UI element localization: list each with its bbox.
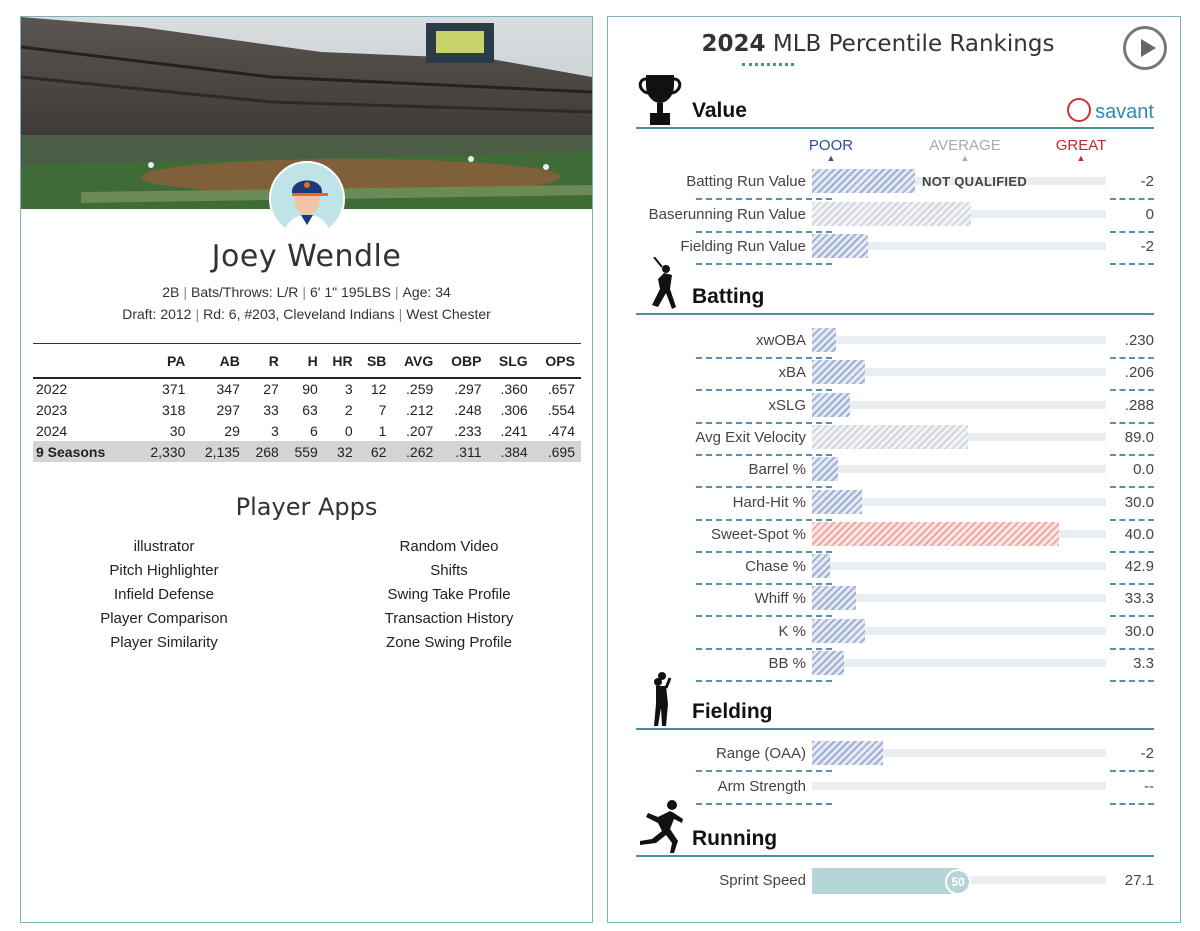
percentile-track <box>812 782 1106 790</box>
metric-label: Avg Exit Velocity <box>695 428 806 446</box>
percentile-row[interactable] <box>636 773 1154 805</box>
metric-value: 42.9 <box>1124 558 1154 576</box>
metric-label: Barrel % <box>748 461 806 479</box>
percentile-row[interactable] <box>636 424 1154 456</box>
stats-cell: 347 <box>216 381 240 397</box>
scale-average-label: AVERAGE <box>929 137 1001 154</box>
stats-cell: .657 <box>547 381 575 397</box>
stats-cell: 29 <box>224 422 240 439</box>
section-fielding-label: Fielding <box>692 700 773 723</box>
fielder-icon <box>636 672 684 728</box>
player-name: Joey Wendle <box>211 239 402 274</box>
percentile-bar <box>812 586 856 610</box>
player-bio-line <box>21 284 592 300</box>
metric-value: -- <box>1144 777 1154 795</box>
player-card <box>20 16 593 923</box>
separator: | <box>394 284 399 300</box>
stats-cell: 2 <box>344 401 353 418</box>
percentile-row[interactable] <box>636 489 1154 521</box>
percentile-bar <box>812 457 838 481</box>
stats-cell: 6 <box>310 422 318 439</box>
app-link[interactable]: Zone Swing Profile <box>386 634 512 651</box>
stats-total-cell: 559 <box>285 441 324 462</box>
percentile-bar <box>812 169 915 193</box>
draft-team[interactable]: Cleveland Indians <box>283 306 395 322</box>
stats-cell: 0 <box>344 422 353 439</box>
percentile-bar <box>812 202 971 226</box>
batter-icon <box>636 257 684 313</box>
draft-year[interactable]: 2012 <box>160 306 192 322</box>
percentile-track <box>812 465 1106 473</box>
separator: | <box>398 306 403 322</box>
metric-value: 30.0 <box>1124 622 1154 640</box>
value-underline <box>1110 680 1154 682</box>
metric-value: 33.3 <box>1124 590 1154 608</box>
metric-value: .288 <box>1124 396 1154 414</box>
label-underline <box>696 803 832 805</box>
percentile-track <box>812 562 1106 570</box>
stats-total-cell: .384 <box>488 441 534 462</box>
metric-label: K % <box>778 622 806 640</box>
stats-cell: 3 <box>271 422 279 439</box>
stats-cell: 297 <box>216 401 240 418</box>
rankings-title <box>608 31 1148 57</box>
draft-label: Draft: <box>122 306 157 322</box>
stats-cell: .248 <box>454 401 482 418</box>
metric-label: xwOBA <box>755 332 806 349</box>
percentile-rankings-card <box>607 16 1181 923</box>
player-headshot <box>269 161 345 237</box>
app-link[interactable]: Shifts <box>430 562 468 579</box>
rankings-year: 2024 <box>701 31 766 57</box>
player-draft-line <box>21 306 592 322</box>
percentile-row[interactable] <box>636 521 1154 553</box>
percentile-row[interactable] <box>636 168 1154 200</box>
baseball-icon <box>1067 98 1091 122</box>
section-fielding <box>636 690 1154 730</box>
metric-label: Chase % <box>745 558 806 576</box>
app-link[interactable]: Player Similarity <box>110 634 218 651</box>
percentile-track <box>812 401 1106 409</box>
value-underline <box>1110 263 1154 265</box>
stats-cell: 27 <box>263 381 279 397</box>
stats-header-cell <box>33 344 137 379</box>
metric-label: Hard-Hit % <box>732 493 806 511</box>
percentile-bar <box>812 868 959 894</box>
stats-cell: 12 <box>370 381 387 397</box>
metric-value: 30.0 <box>1124 493 1154 511</box>
percentile-track <box>812 659 1106 667</box>
stats-cell: 3 <box>344 381 353 397</box>
metric-value: 27.1 <box>1124 872 1154 889</box>
savant-logo[interactable] <box>1067 98 1154 124</box>
stats-cell: 63 <box>302 401 318 418</box>
triangle-up-icon: ▲ <box>960 153 970 163</box>
scale-great <box>1041 137 1121 162</box>
player-apps-title: Player Apps <box>235 493 378 521</box>
age-label: Age: <box>402 284 432 300</box>
stats-total-row <box>33 441 581 462</box>
metric-value: 40.0 <box>1124 525 1154 543</box>
draft-pick: Rd: 6, #203, <box>203 306 280 322</box>
metric-label: Batting Run Value <box>686 173 806 190</box>
percentile-track <box>812 594 1106 602</box>
metric-label: Sprint Speed <box>719 872 806 889</box>
metric-value: -2 <box>1140 173 1154 190</box>
metric-value: -2 <box>1140 238 1154 255</box>
savant-logo-text: savant <box>1095 101 1154 123</box>
stats-header-cell: SB <box>366 353 387 369</box>
section-batting-label: Batting <box>692 285 765 308</box>
percentile-row[interactable] <box>636 618 1154 650</box>
stats-cell: .360 <box>500 381 528 397</box>
stats-header-cell: AB <box>219 353 240 369</box>
stats-cell: 318 <box>162 401 186 418</box>
stats-cell: .207 <box>406 422 434 439</box>
career-stats-table <box>33 343 581 462</box>
metric-label: Arm Strength <box>717 777 806 795</box>
percentile-row[interactable] <box>636 867 1154 899</box>
apps-column-right <box>306 535 592 655</box>
app-link[interactable]: Random Video <box>399 538 499 555</box>
percentile-bar <box>812 425 968 449</box>
stats-header-cell: AVG <box>403 353 434 369</box>
value-underline <box>1110 803 1154 805</box>
rankings-title-text: MLB Percentile Rankings <box>772 31 1055 57</box>
metric-label: xBA <box>778 364 806 382</box>
stats-cell: 30 <box>169 422 186 439</box>
stats-row <box>33 378 581 399</box>
stats-cell: .241 <box>500 422 528 439</box>
stats-cell: .233 <box>454 422 482 439</box>
percentile-row[interactable] <box>636 456 1154 488</box>
percentile-bar <box>812 490 862 514</box>
separator: | <box>183 284 187 300</box>
app-link[interactable]: Infield Defense <box>113 586 215 603</box>
percentile-track <box>812 336 1106 344</box>
scale-great-label: GREAT <box>1055 137 1107 154</box>
label-underline <box>696 263 832 265</box>
app-link[interactable]: Transaction History <box>384 610 514 627</box>
metric-label: Baserunning Run Value <box>648 205 806 223</box>
stats-header-cell: R <box>268 353 279 369</box>
stats-cell: .259 <box>406 381 434 397</box>
bats-throws-label: Bats/Throws: <box>190 284 273 300</box>
percentile-row[interactable] <box>636 392 1154 424</box>
section-running-label: Running <box>692 827 778 850</box>
stats-total-cell: .262 <box>392 441 439 462</box>
metric-label: BB % <box>768 655 806 672</box>
stats-cell: .474 <box>547 422 575 439</box>
section-value-label: Value <box>692 99 747 122</box>
stats-row <box>33 420 581 441</box>
metric-label: Fielding Run Value <box>680 238 806 255</box>
stats-cell: 90 <box>302 381 318 397</box>
stats-total-cell: .695 <box>534 441 581 462</box>
scale-poor-label: POOR <box>808 137 854 154</box>
metric-value: 0 <box>1145 205 1154 223</box>
metric-value: 0.0 <box>1133 461 1154 479</box>
metric-value: -2 <box>1140 745 1154 762</box>
stats-cell: 2022 <box>36 381 68 397</box>
stats-row <box>33 399 581 420</box>
stats-total-cell: 62 <box>359 441 393 462</box>
stats-header-cell: HR <box>332 353 353 369</box>
percentile-bar <box>812 522 1059 546</box>
percentile-row[interactable] <box>636 740 1154 772</box>
stats-cell: 1 <box>378 422 387 439</box>
title-underline <box>742 63 794 66</box>
percentile-row[interactable] <box>636 233 1154 265</box>
percentile-bar <box>812 619 865 643</box>
stats-total-cell: 9 Seasons <box>33 441 137 462</box>
section-running <box>636 817 1154 857</box>
stats-total-cell: 268 <box>246 441 285 462</box>
percentile-bar <box>812 360 865 384</box>
metric-label: xSLG <box>768 396 806 414</box>
app-link[interactable]: illustrator <box>133 538 195 555</box>
separator: | <box>302 284 307 300</box>
percentile-row[interactable] <box>636 585 1154 617</box>
percentile-knob[interactable]: 50 <box>945 869 971 895</box>
stats-total-cell: 2,135 <box>191 441 245 462</box>
percentile-row[interactable] <box>636 553 1154 585</box>
stats-header-cell: PA <box>166 353 186 369</box>
trophy-icon <box>636 71 684 127</box>
stats-header-cell: H <box>307 353 318 369</box>
stats-cell: 33 <box>263 401 279 418</box>
stats-header-cell: OBP <box>451 353 482 369</box>
label-underline <box>696 680 832 682</box>
apps-column-left <box>21 535 307 655</box>
percentile-row[interactable] <box>636 327 1154 359</box>
metric-value: .206 <box>1124 364 1154 382</box>
not-qualified-label: NOT QUALIFIED <box>922 174 1028 189</box>
percentile-bar <box>812 651 844 675</box>
percentile-row[interactable] <box>636 650 1154 682</box>
metric-label: Whiff % <box>754 590 806 608</box>
percentile-bar <box>812 393 850 417</box>
stats-cell: .306 <box>500 401 528 418</box>
percentile-bar <box>812 741 883 765</box>
section-batting <box>636 275 1154 315</box>
stats-cell: .554 <box>547 401 575 418</box>
metric-value: .230 <box>1124 332 1154 349</box>
height-weight: 6' 1" 195LBS <box>310 284 391 300</box>
scale-poor <box>791 137 871 162</box>
stats-header-cell: SLG <box>498 353 528 369</box>
player-age: 34 <box>435 284 451 300</box>
separator: | <box>195 306 200 322</box>
percentile-bar <box>812 234 868 258</box>
stats-total-cell: .311 <box>439 441 487 462</box>
player-school: West Chester <box>406 306 491 322</box>
stats-header-cell: OPS <box>545 353 575 369</box>
stats-cell: .297 <box>454 381 482 397</box>
triangle-up-icon: ▲ <box>1076 153 1086 163</box>
player-position: 2B <box>162 284 180 300</box>
metric-value: 3.3 <box>1133 655 1154 672</box>
app-link[interactable]: Pitch Highlighter <box>109 562 219 579</box>
app-link[interactable]: Player Comparison <box>100 610 228 627</box>
section-value <box>636 89 1154 129</box>
app-link[interactable]: Swing Take Profile <box>387 586 511 603</box>
stats-header-row <box>33 344 581 379</box>
percentile-row[interactable] <box>636 359 1154 391</box>
scale-average <box>925 137 1005 162</box>
stats-cell: 2023 <box>36 401 68 418</box>
stats-cell: 371 <box>162 381 186 397</box>
runner-icon <box>636 799 684 855</box>
percentile-bar <box>812 554 830 578</box>
stats-cell: 7 <box>378 401 387 418</box>
triangle-up-icon: ▲ <box>826 153 836 163</box>
metric-value: 89.0 <box>1124 428 1154 446</box>
bats-throws: L/R <box>276 284 299 300</box>
percentile-row[interactable] <box>636 201 1154 233</box>
stats-total-cell: 2,330 <box>137 441 191 462</box>
metric-label: Range (OAA) <box>715 745 806 762</box>
play-icon[interactable] <box>1123 26 1167 70</box>
stats-cell: 2024 <box>36 422 68 439</box>
metric-label: Sweet-Spot % <box>710 525 806 543</box>
stats-body <box>33 378 581 462</box>
percentile-bar <box>812 328 836 352</box>
stats-total-cell: 32 <box>324 441 359 462</box>
stats-cell: .212 <box>406 401 434 418</box>
